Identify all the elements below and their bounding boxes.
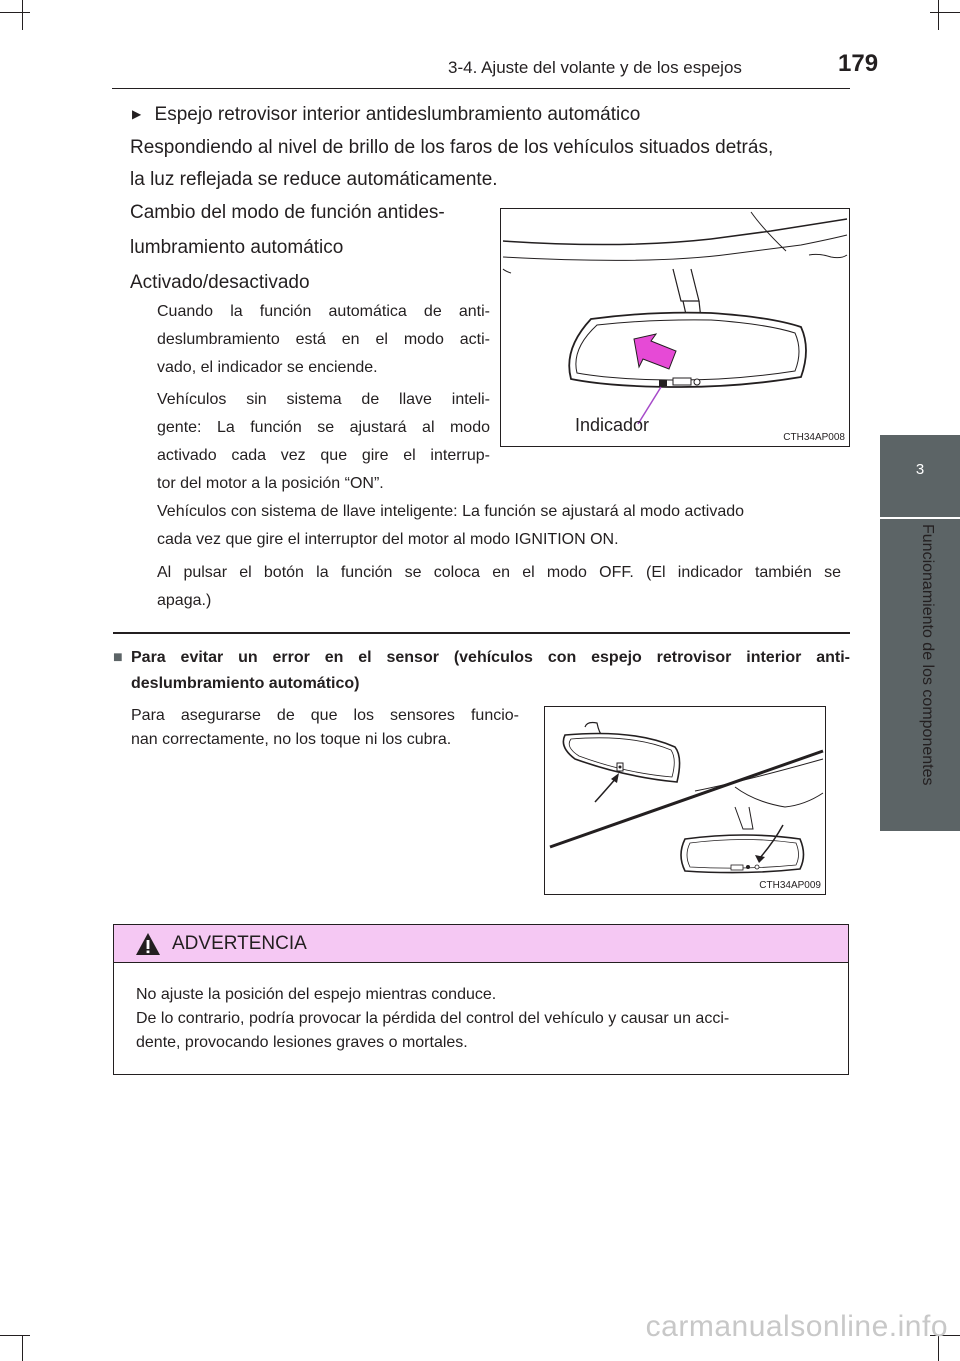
square-bullet-icon: ■ xyxy=(113,649,123,666)
chapter-tab-number: 3 xyxy=(880,435,960,517)
page-number: 179 xyxy=(838,50,879,77)
section-title xyxy=(132,98,640,131)
section-heading: 3-4. Ajuste del volante y de los espejos xyxy=(448,58,742,77)
text-line: lumbramiento automático xyxy=(130,237,344,258)
figure-mirror-indicator xyxy=(500,208,850,447)
text-line: Vehículos sin sistema de llave inteli- xyxy=(157,391,490,408)
sensor-paragraph xyxy=(131,704,519,752)
text-line: apaga.) xyxy=(157,592,212,609)
paragraph-smart-key xyxy=(157,498,847,554)
paragraph-off xyxy=(157,559,841,615)
text-line: Activado/desactivado xyxy=(130,272,310,293)
text-line: tor del motor a la posición “ON”. xyxy=(157,475,384,492)
text-line: Para asegurarse de que los sensores funcio- xyxy=(131,707,519,724)
text-line: nan correctamente, no los toque ni los cubra. xyxy=(131,731,452,748)
warning-triangle-icon xyxy=(135,932,161,956)
text-line: Al pulsar el botón la función se coloca en el modo OFF. (El indicador también se xyxy=(157,564,841,581)
text-line: Para evitar un error en el sensor (vehículos con espejo retrovisor interior anti- xyxy=(131,649,850,666)
indicator-label: Indicador xyxy=(575,415,650,435)
crop-mark xyxy=(22,1335,23,1361)
text-line: activado cada vez que gire el interrup- xyxy=(157,447,490,464)
crop-mark xyxy=(22,0,23,30)
subsection-title xyxy=(113,645,850,697)
text-line: deslumbramiento está en el modo acti- xyxy=(157,331,490,348)
text-line: cada vez que gire el interruptor del motor al modo IGNITION ON. xyxy=(157,531,619,548)
warning-title: ADVERTENCIA xyxy=(172,933,307,954)
paragraph-indicator xyxy=(157,298,490,382)
text-line: la luz reflejada se reduce automáticamente. xyxy=(130,169,498,190)
crop-mark xyxy=(0,1335,30,1336)
crop-mark xyxy=(0,12,30,13)
text-line: dente, provocando lesiones graves o mortales. xyxy=(136,1034,468,1051)
mirror-indicator-illustration xyxy=(501,209,849,446)
text-line: No ajuste la posición del espejo mientras conduce. xyxy=(136,986,497,1003)
section-title-text: Espejo retrovisor interior antideslumbramiento automático xyxy=(154,104,641,125)
header-rule xyxy=(112,88,850,89)
mirror-sensors-illustration xyxy=(545,707,825,894)
chapter-tab-label: Funcionamiento de los componentes xyxy=(919,524,936,786)
section-separator xyxy=(113,632,850,634)
triangle-bullet-icon: ▶ xyxy=(132,107,142,121)
text-line: Respondiendo al nivel de brillo de los faros de los vehículos situados detrás, xyxy=(130,137,774,158)
text-line: deslumbramiento automático) xyxy=(131,675,360,692)
text-line: Vehículos con sistema de llave inteligente: La función se ajustará al modo activado xyxy=(157,503,745,520)
text-line: Cambio del modo de función antides- xyxy=(130,202,445,223)
text-line: gente: La función se ajustará al modo xyxy=(157,419,490,436)
mode-heading xyxy=(130,195,490,300)
text-line: Cuando la función automática de anti- xyxy=(157,303,490,320)
intro-paragraph xyxy=(130,132,850,196)
warning-text xyxy=(136,983,836,1055)
figure-mirror-sensors xyxy=(544,706,826,895)
watermark: carmanualsonline.info xyxy=(645,1310,948,1343)
text-line: vado, el indicador se enciende. xyxy=(157,359,378,376)
figure-code: CTH34AP008 xyxy=(783,432,845,443)
crop-mark xyxy=(938,0,939,30)
warning-header xyxy=(113,924,849,962)
text-line: De lo contrario, podría provocar la pérdida del control del vehículo y causar un acci- xyxy=(136,1010,730,1027)
warning-body xyxy=(113,962,849,1075)
crop-mark xyxy=(930,12,960,13)
paragraph-no-smart-key xyxy=(157,386,490,498)
figure-code: CTH34AP009 xyxy=(759,880,821,891)
